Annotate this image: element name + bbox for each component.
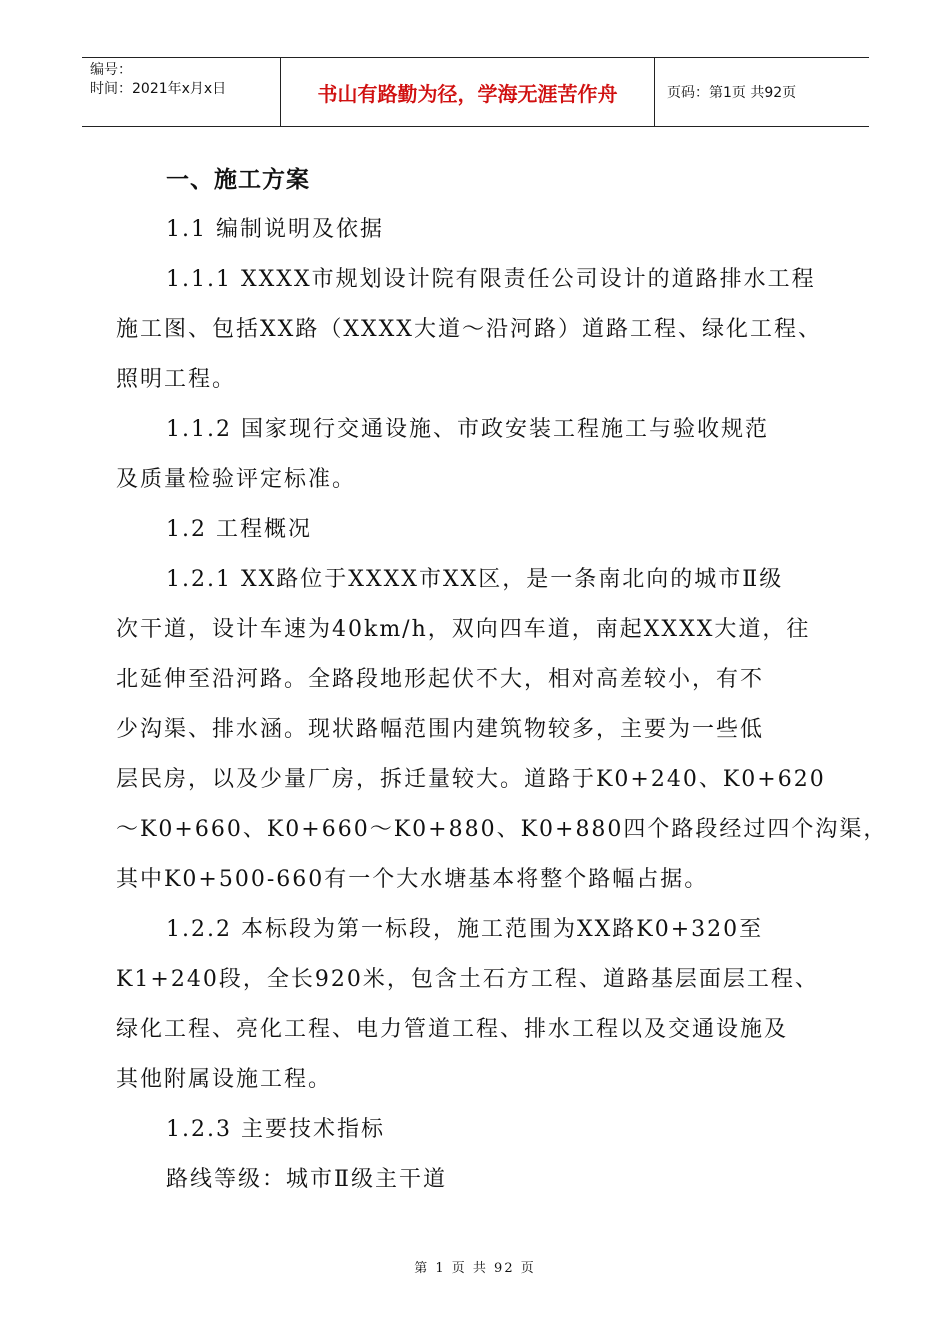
paragraph-line: 其中K0+500-660有一个大水塘基本将整个路幅占据。 — [116, 867, 709, 892]
number-label: 编号： — [90, 62, 132, 78]
paragraph-line: 1.2.2 本标段为第一标段，施工范围为XX路K0+320至 — [166, 917, 764, 942]
subsection-heading: 1.2 工程概况 — [166, 517, 312, 542]
paragraph-line: 照明工程。 — [116, 367, 237, 392]
paragraph-line: 路线等级：城市Ⅱ级主干道 — [166, 1167, 447, 1192]
document-body — [116, 155, 888, 1205]
header-motto: 书山有路勤为径，学海无涯苦作舟 — [317, 81, 618, 106]
subsection-heading: 1.1 编制说明及依据 — [166, 217, 384, 242]
date-label: 时间：2021年x月x日 — [90, 81, 227, 97]
paragraph-line: 1.1.1 XXXX市规划设计院有限责任公司设计的道路排水工程 — [166, 267, 816, 292]
subsection-heading: 1.2.3 主要技术指标 — [166, 1117, 385, 1142]
paragraph-line: 施工图、包括XX路（XXXX大道～沿河路）道路工程、绿化工程、 — [116, 317, 822, 342]
document-header — [82, 57, 869, 127]
paragraph-line: K1+240段，全长920米，包含土石方工程、道路基层面层工程、 — [116, 967, 819, 992]
paragraph-line: 北延伸至沿河路。全路段地形起伏不大，相对高差较小，有不 — [116, 667, 765, 692]
paragraph-line: 及质量检验评定标准。 — [116, 467, 357, 492]
paragraph-line: ～K0+660、K0+660～K0+880、K0+880四个路段经过四个沟渠， — [116, 817, 888, 842]
paragraph-line: 次干道，设计车速为40km/h，双向四车道，南起XXXX大道，往 — [116, 617, 811, 642]
paragraph-line: 绿化工程、亮化工程、电力管道工程、排水工程以及交通设施及 — [116, 1017, 789, 1042]
paragraph-line: 1.1.2 国家现行交通设施、市政安装工程施工与验收规范 — [166, 417, 769, 442]
header-page-info: 页码：第1页 共92页 — [667, 85, 797, 101]
section-heading: 一、施工方案 — [166, 167, 310, 193]
paragraph-line: 层民房，以及少量厂房，拆迁量较大。道路于K0+240、K0+620 — [116, 767, 826, 792]
header-meta — [82, 58, 280, 126]
page-footer: 第 1 页 共 92 页 — [414, 1261, 536, 1276]
paragraph-line: 1.2.1 XX路位于XXXX市XX区，是一条南北向的城市Ⅱ级 — [166, 567, 784, 592]
paragraph-line: 其他附属设施工程。 — [116, 1067, 333, 1092]
paragraph-line: 少沟渠、排水涵。现状路幅范围内建筑物较多，主要为一些低 — [116, 717, 765, 742]
